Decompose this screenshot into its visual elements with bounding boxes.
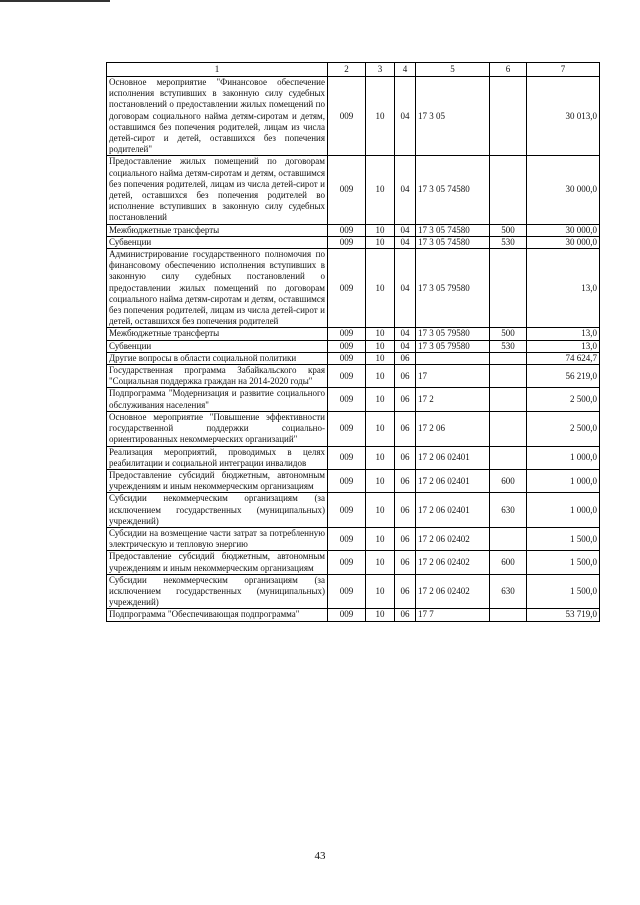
column-header: 4 [395, 63, 416, 77]
row-target-code: 17 2 06 02401 [416, 469, 490, 492]
table-header-row [107, 63, 600, 77]
row-expense-type: 530 [490, 340, 527, 352]
row-expense-type [490, 249, 527, 328]
budget-table [106, 62, 600, 622]
row-expense-type: 500 [490, 224, 527, 236]
table-row [107, 527, 600, 550]
row-section-code: 10 [366, 224, 395, 236]
table-row [107, 365, 600, 388]
row-name: Реализация мероприятий, проводимых в целях реабилитации и социальной интеграции инвалидов [107, 446, 328, 469]
row-name: Субсидии некоммерческим организациям (за исключением государственных (муниципальных) учреждений) [107, 493, 328, 528]
row-amount: 30 000,0 [527, 236, 600, 248]
row-section-code: 10 [366, 411, 395, 446]
row-section-code: 10 [366, 156, 395, 224]
row-name: Межбюджетные трансферты [107, 224, 328, 236]
row-target-code: 17 3 05 74580 [416, 236, 490, 248]
row-name: Государственная программа Забайкальского края "Социальная поддержка граждан на 2014-2020 годы" [107, 365, 328, 388]
row-target-code: 17 3 05 79580 [416, 328, 490, 340]
row-subsection-code: 06 [395, 446, 416, 469]
row-target-code: 17 7 [416, 609, 490, 621]
row-subsection-code: 06 [395, 527, 416, 550]
row-expense-type [490, 352, 527, 364]
table-row [107, 388, 600, 411]
row-expense-type [490, 609, 527, 621]
row-amount: 30 000,0 [527, 224, 600, 236]
row-target-code: 17 [416, 365, 490, 388]
row-ministry-code: 009 [328, 340, 366, 352]
row-ministry-code: 009 [328, 236, 366, 248]
row-target-code: 17 2 [416, 388, 490, 411]
row-amount: 13,0 [527, 340, 600, 352]
row-name: Субсидии некоммерческим организациям (за исключением государственных (муниципальных) учреждений) [107, 574, 328, 609]
page-number: 43 [314, 850, 326, 862]
row-subsection-code: 04 [395, 77, 416, 156]
row-expense-type [490, 388, 527, 411]
row-expense-type [490, 77, 527, 156]
row-amount: 1 500,0 [527, 574, 600, 609]
row-ministry-code: 009 [328, 493, 366, 528]
row-name: Предоставление субсидий бюджетным, автономным учреждениям и иным некоммерческим организациям [107, 469, 328, 492]
column-header: 1 [107, 63, 328, 77]
row-ministry-code: 009 [328, 411, 366, 446]
row-name: Подпрограмма "Обеспечивающая подпрограмма" [107, 609, 328, 621]
row-expense-type [490, 411, 527, 446]
row-amount: 2 500,0 [527, 411, 600, 446]
table-row [107, 551, 600, 574]
row-subsection-code: 06 [395, 469, 416, 492]
row-target-code: 17 2 06 02402 [416, 574, 490, 609]
table-row [107, 469, 600, 492]
column-header: 6 [490, 63, 527, 77]
row-amount: 30 000,0 [527, 156, 600, 224]
row-amount: 56 219,0 [527, 365, 600, 388]
row-ministry-code: 009 [328, 551, 366, 574]
row-ministry-code: 009 [328, 365, 366, 388]
row-expense-type: 630 [490, 493, 527, 528]
row-target-code: 17 3 05 74580 [416, 156, 490, 224]
row-amount: 1 500,0 [527, 527, 600, 550]
row-ministry-code: 009 [328, 469, 366, 492]
row-expense-type: 500 [490, 328, 527, 340]
row-target-code: 17 2 06 [416, 411, 490, 446]
row-target-code [416, 352, 490, 364]
row-expense-type [490, 446, 527, 469]
row-section-code: 10 [366, 551, 395, 574]
scan-edge-mark [0, 0, 110, 2]
row-expense-type: 600 [490, 551, 527, 574]
row-amount: 30 013,0 [527, 77, 600, 156]
column-header: 2 [328, 63, 366, 77]
row-amount: 1 500,0 [527, 551, 600, 574]
row-amount: 1 000,0 [527, 493, 600, 528]
table-row [107, 609, 600, 621]
row-name: Основное мероприятие "Финансовое обеспечение исполнения вступивших в законную силу судебных постановлений о предоставлении жилых помещений по договорам социального найма детям-сиротам и детям, оставшимся без попечения родителей, лицам из числа детей-сирот и детей, оставшихся без попечения родителей" [107, 77, 328, 156]
row-ministry-code: 009 [328, 224, 366, 236]
row-ministry-code: 009 [328, 352, 366, 364]
row-section-code: 10 [366, 365, 395, 388]
row-section-code: 10 [366, 249, 395, 328]
row-section-code: 10 [366, 77, 395, 156]
row-expense-type: 530 [490, 236, 527, 248]
row-subsection-code: 06 [395, 574, 416, 609]
row-name: Другие вопросы в области социальной политики [107, 352, 328, 364]
row-target-code: 17 3 05 79580 [416, 340, 490, 352]
row-amount: 13,0 [527, 249, 600, 328]
row-name: Субсидии на возмещение части затрат за потребленную электрическую и тепловую энергию [107, 527, 328, 550]
row-section-code: 10 [366, 388, 395, 411]
table-row [107, 340, 600, 352]
row-section-code: 10 [366, 609, 395, 621]
row-amount: 74 624,7 [527, 352, 600, 364]
row-subsection-code: 06 [395, 609, 416, 621]
row-subsection-code: 04 [395, 236, 416, 248]
row-expense-type [490, 365, 527, 388]
row-section-code: 10 [366, 493, 395, 528]
table-row [107, 328, 600, 340]
row-target-code: 17 2 06 02402 [416, 527, 490, 550]
row-amount: 13,0 [527, 328, 600, 340]
column-header: 3 [366, 63, 395, 77]
table-row [107, 352, 600, 364]
row-expense-type [490, 156, 527, 224]
row-amount: 1 000,0 [527, 469, 600, 492]
row-amount: 53 719,0 [527, 609, 600, 621]
row-section-code: 10 [366, 352, 395, 364]
row-subsection-code: 04 [395, 156, 416, 224]
row-target-code: 17 3 05 79580 [416, 249, 490, 328]
row-ministry-code: 009 [328, 388, 366, 411]
table-row [107, 249, 600, 328]
row-amount: 2 500,0 [527, 388, 600, 411]
row-subsection-code: 04 [395, 328, 416, 340]
row-ministry-code: 009 [328, 156, 366, 224]
row-section-code: 10 [366, 527, 395, 550]
table-row [107, 493, 600, 528]
row-name: Предоставление субсидий бюджетным, автономным учреждениям и иным некоммерческим организациям [107, 551, 328, 574]
row-subsection-code: 06 [395, 388, 416, 411]
row-name: Субвенции [107, 236, 328, 248]
row-expense-type [490, 527, 527, 550]
row-subsection-code: 06 [395, 493, 416, 528]
row-subsection-code: 06 [395, 411, 416, 446]
row-name: Основное мероприятие "Повышение эффективности государственной поддержки социально-ориентированных некоммерческих организаций" [107, 411, 328, 446]
column-header: 7 [527, 63, 600, 77]
row-subsection-code: 04 [395, 340, 416, 352]
row-section-code: 10 [366, 340, 395, 352]
row-name: Субвенции [107, 340, 328, 352]
row-name: Предоставление жилых помещений по договорам социального найма детям-сиротам и детям, оставшимся без попечения родителей, лицам из числа детей-сирот и детей, оставшихся без попечения родителей во исполнение вступивших в законную силу судебных постановлений [107, 156, 328, 224]
table-row [107, 411, 600, 446]
table-row [107, 77, 600, 156]
table-row [107, 156, 600, 224]
row-name: Межбюджетные трансферты [107, 328, 328, 340]
column-header: 5 [416, 63, 490, 77]
row-expense-type: 630 [490, 574, 527, 609]
table-row [107, 236, 600, 248]
row-ministry-code: 009 [328, 527, 366, 550]
row-amount: 1 000,0 [527, 446, 600, 469]
row-target-code: 17 3 05 74580 [416, 224, 490, 236]
row-subsection-code: 06 [395, 551, 416, 574]
row-subsection-code: 04 [395, 249, 416, 328]
row-ministry-code: 009 [328, 328, 366, 340]
row-target-code: 17 2 06 02402 [416, 551, 490, 574]
row-subsection-code: 06 [395, 365, 416, 388]
row-name: Администрирование государственного полномочия по финансовому обеспечению исполнения вступивших в законную силу судебных постановлений о предоставлении жилых помещений по договорам социального найма детям-сиротам и детям, оставшимся без попечения родителей, лицам из числа детей-сирот и детей, оставшихся без попечения родителей [107, 249, 328, 328]
row-target-code: 17 2 06 02401 [416, 493, 490, 528]
table-row [107, 574, 600, 609]
row-ministry-code: 009 [328, 249, 366, 328]
table-row [107, 446, 600, 469]
row-ministry-code: 009 [328, 77, 366, 156]
row-subsection-code: 04 [395, 224, 416, 236]
row-subsection-code: 06 [395, 352, 416, 364]
row-ministry-code: 009 [328, 574, 366, 609]
row-section-code: 10 [366, 469, 395, 492]
row-section-code: 10 [366, 328, 395, 340]
row-target-code: 17 3 05 [416, 77, 490, 156]
row-section-code: 10 [366, 446, 395, 469]
table-row [107, 224, 600, 236]
row-expense-type: 600 [490, 469, 527, 492]
row-ministry-code: 009 [328, 446, 366, 469]
row-ministry-code: 009 [328, 609, 366, 621]
row-section-code: 10 [366, 236, 395, 248]
row-name: Подпрограмма "Модернизация и развитие социального обслуживания населения" [107, 388, 328, 411]
row-target-code: 17 2 06 02401 [416, 446, 490, 469]
row-section-code: 10 [366, 574, 395, 609]
